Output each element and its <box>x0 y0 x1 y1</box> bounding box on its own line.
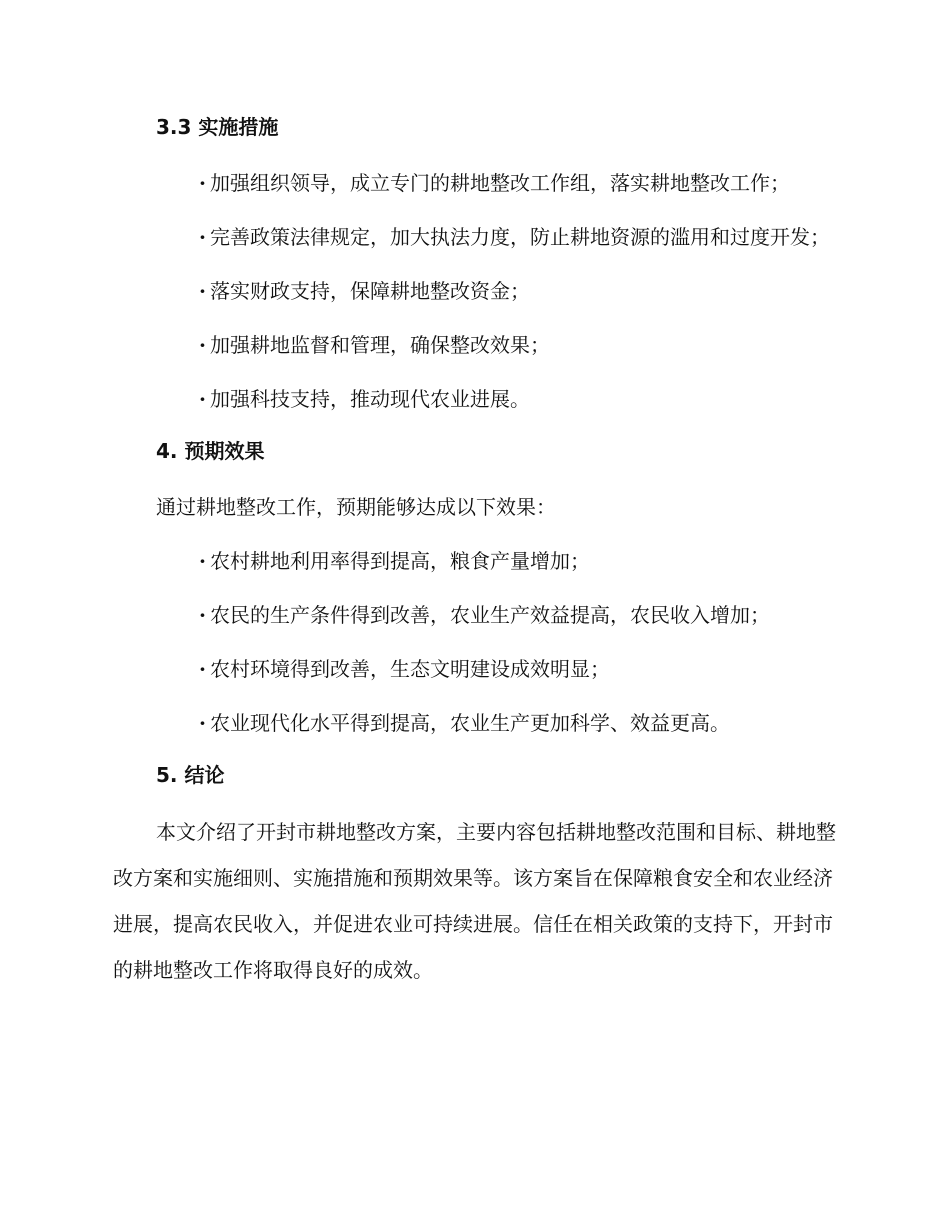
bullet-item: · 农业现代化水平得到提高，农业生产更加科学、效益更高。 <box>113 701 838 745</box>
document-body <box>113 107 838 1003</box>
bullet-item: · 农村耕地利用率得到提高，粮食产量增加； <box>113 539 838 583</box>
bullet-marker: · <box>199 657 206 681</box>
section-heading-5: 5. 结论 <box>156 763 225 787</box>
bullet-marker: · <box>199 171 206 195</box>
bullet-item: · 加强耕地监督和管理，确保整改效果； <box>113 323 838 367</box>
bullet-marker: · <box>199 225 206 249</box>
section-heading-4: 4. 预期效果 <box>156 439 265 463</box>
bullet-marker: · <box>199 549 206 573</box>
conclusion-paragraph: 本文介绍了开封市耕地整改方案，主要内容包括耕地整改范围和目标、耕地整改方案和实施细则、实施措施和预期效果等。该方案旨在保障粮食安全和农业经济进展，提高农民收入，并促进农业可持续进展。信任在相关政策的支持下，开封市的耕地整改工作将取得良好的成效。 <box>113 820 836 982</box>
bullet-marker: · <box>199 387 206 411</box>
bullet-item: · 农民的生产条件得到改善，农业生产效益提高，农民收入增加； <box>113 593 838 637</box>
bullet-marker: · <box>199 333 206 357</box>
section-heading-3-3: 3.3 实施措施 <box>156 115 279 139</box>
bullet-item: · 加强组织领导，成立专门的耕地整改工作组，落实耕地整改工作； <box>113 161 838 205</box>
bullet-item: · 农村环境得到改善，生态文明建设成效明显； <box>113 647 838 691</box>
bullet-marker: · <box>199 711 206 735</box>
bullet-marker: · <box>199 603 206 627</box>
bullet-item: · 完善政策法律规定，加大执法力度，防止耕地资源的滥用和过度开发； <box>113 215 838 259</box>
bullet-marker: · <box>199 279 206 303</box>
bullet-item: · 加强科技支持，推动现代农业进展。 <box>113 377 838 421</box>
paragraph: 通过耕地整改工作，预期能够达成以下效果： <box>156 495 556 519</box>
bullet-item: · 落实财政支持，保障耕地整改资金； <box>113 269 838 313</box>
